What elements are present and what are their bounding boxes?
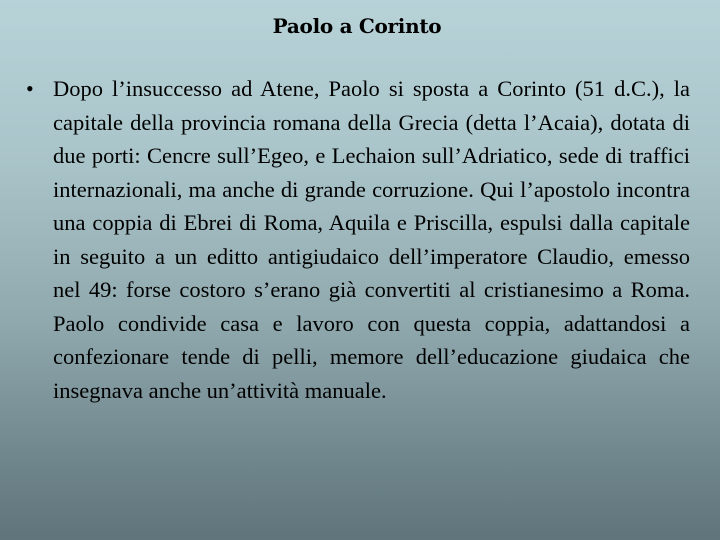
bullet-paragraph: Dopo l’insuccesso ad Atene, Paolo si sposta a Corinto (51 d.C.), la capitale della provincia romana della Grecia (detta l’Acaia), dotata di due porti: Cencre sull’Egeo, e Lechaion sull’Adriatico, sede di traffici internazionali, ma anche di grande corruzione. Qui l’apostolo incontra una coppia di Ebrei di Roma, Aquila e Priscilla, espulsi dalla capitale in seguito a un editto antigiudaico dell’imperatore Claudio, emesso nel 49: forse costoro s’erano già convertiti al cristianesimo a Roma. Paolo condivide casa e lavoro con questa coppia, adattandosi a confezionare tende di pelli, memore dell’educazione giudaica che insegnava anche un’attività manuale. <box>53 76 690 403</box>
slide-title: Paolo a Corinto <box>272 14 442 38</box>
bullet-item <box>26 72 690 407</box>
bullet-marker: • <box>26 76 34 101</box>
